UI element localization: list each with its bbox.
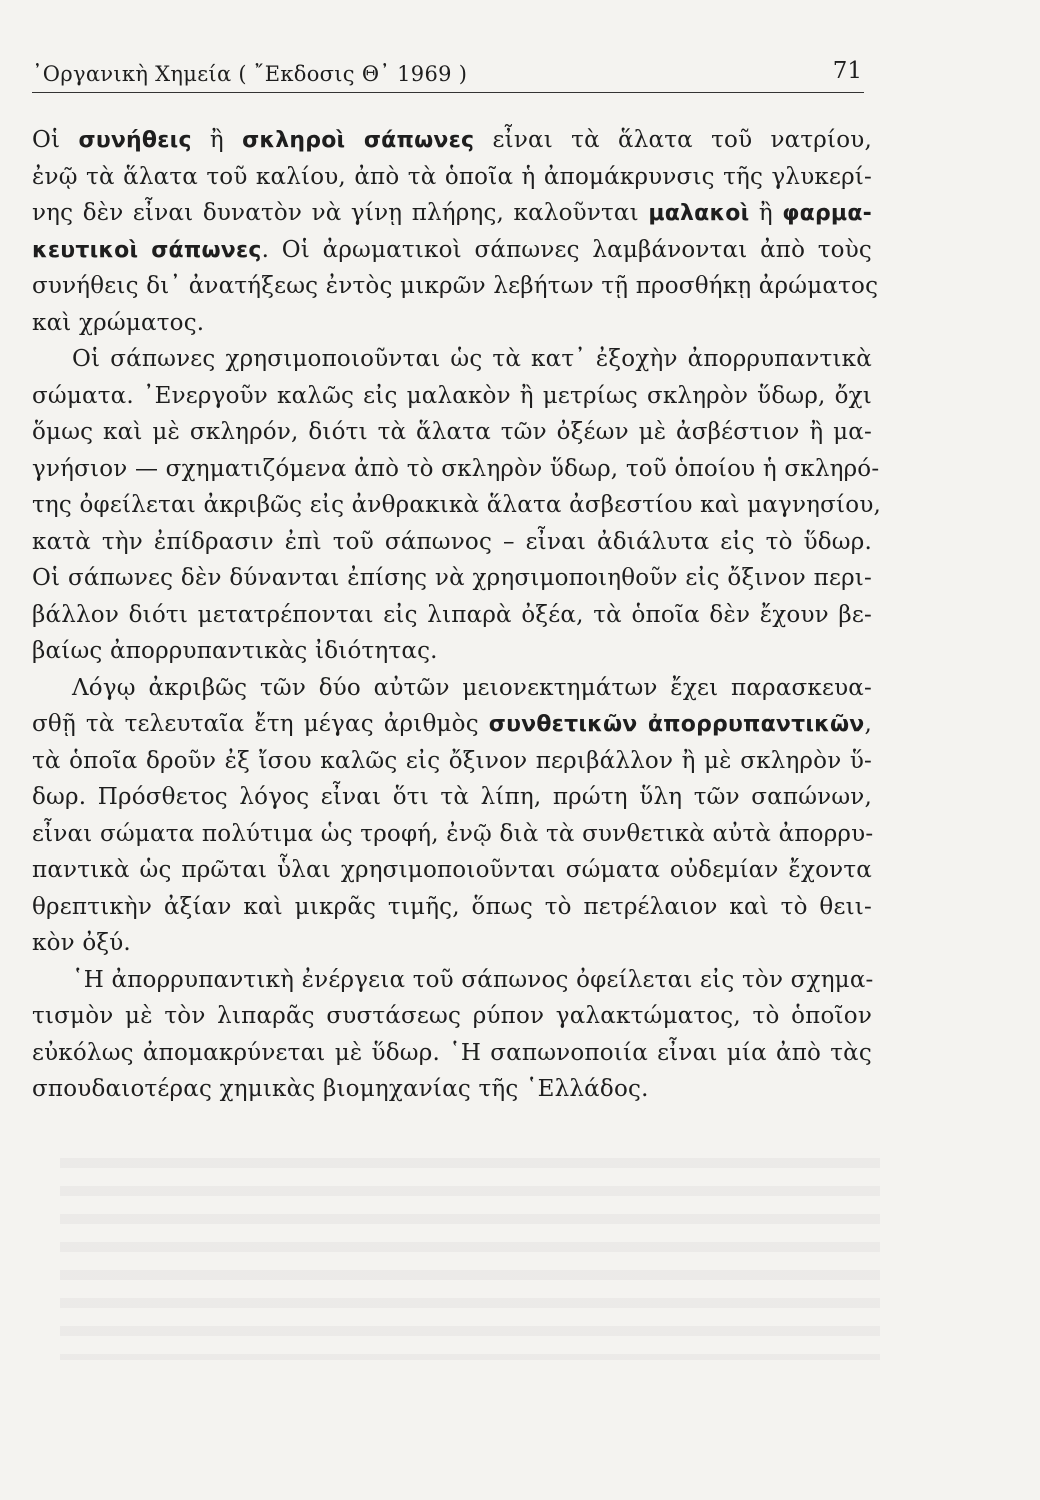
page-header (32, 58, 864, 93)
text-line (32, 232, 872, 269)
text-line (32, 1071, 872, 1108)
text-line (32, 743, 872, 780)
text-line (32, 779, 872, 816)
text-line (32, 889, 872, 926)
bold-term: φαρμα- (782, 201, 872, 226)
text-segment: ἐνῷ τὰ ἅλατα τοῦ καλίου, ἀπὸ τὰ ὁποῖα ἡ ἀπομάκρυνσις τῆς γλυκερί- (32, 163, 872, 190)
text-line (32, 378, 872, 415)
text-segment: θρεπτικὴν ἀξίαν καὶ μικρᾶς τιμῆς, ὅπως τὸ πετρέλαιον καὶ τὸ θειι- (32, 893, 872, 920)
text-segment: εἶναι σώματα πολύτιμα ὡς τροφή, ἐνῷ διὰ τὰ συνθετικὰ αὐτὰ ἀπορρυ- (32, 820, 874, 847)
page-number: 71 (832, 58, 862, 84)
text-line (32, 998, 872, 1035)
paragraph (32, 122, 879, 341)
text-line (32, 560, 872, 597)
text-line (32, 925, 872, 962)
bold-term: σκληροὶ σάπωνες (242, 128, 475, 153)
text-line (32, 816, 872, 853)
text-segment: ἢ (191, 127, 243, 153)
text-segment: βαίως ἀπορρυπαντικὰς ἰδιότητας. (32, 638, 438, 664)
text-segment: δωρ. Πρόσθετος λόγος εἶναι ὅτι τὰ λίπη, πρώτη ὕλη τῶν σαπώνων, (32, 784, 872, 810)
text-segment: Οἱ (32, 127, 79, 153)
text-segment: εἶναι τὰ ἅλατα τοῦ νατρίου, (474, 127, 872, 153)
paragraph (32, 670, 872, 962)
text-segment: συνήθεις δι᾽ ἀνατήξεως ἐντὸς μικρῶν λεβήτων τῇ προσθήκῃ ἀρώματος (32, 273, 879, 299)
text-line (32, 670, 872, 707)
text-line (32, 451, 880, 488)
text-segment: ῾Η ἀπορρυπαντικὴ ἐνέργεια τοῦ σάπωνος ὀφείλεται εἰς τὸν σχημα- (72, 966, 874, 993)
text-line (32, 633, 872, 670)
bold-term: συνήθεις (78, 128, 192, 153)
text-line (32, 122, 872, 159)
bleed-through-texture (60, 1140, 880, 1360)
text-segment: παντικὰ ὡς πρῶται ὗλαι χρησιμοποιοῦνται σώματα οὐδεμίαν ἔχοντα (32, 857, 872, 883)
text-line (32, 1035, 872, 1072)
text-segment: Λόγῳ ἀκριβῶς τῶν δύο αὐτῶν μειονεκτημάτων ἔχει παρασκευα- (72, 674, 872, 701)
bold-term: κευτικοὶ σάπωνες (32, 237, 262, 263)
text-line (32, 305, 872, 342)
text-line (32, 706, 872, 743)
text-segment: εὐκόλως ἀπομακρύνεται μὲ ὕδωρ. ῾Η σαπωνοποιία εἶναι μία ἀπὸ τὰς (32, 1039, 872, 1066)
text-segment: τὰ ὁποῖα δροῦν ἐξ ἴσου καλῶς εἰς ὄξινον περιβάλλον ἢ μὲ σκληρὸν ὕ- (32, 747, 872, 774)
text-segment: Οἱ σάπωνες χρησιμοποιοῦνται ὡς τὰ κατ᾽ ἐξοχὴν ἀπορρυπαντικὰ (72, 346, 872, 372)
text-line (32, 524, 872, 561)
text-segment: βάλλον διότι μετατρέπονται εἰς λιπαρὰ ὀξέα, τὰ ὁποῖα δὲν ἔχουν βε- (32, 601, 872, 628)
text-line (32, 852, 872, 889)
running-head: ᾽Οργανικὴ Χημεία ( ῎Εκδοσις Θ᾽ 1969 ) (32, 62, 468, 86)
text-line (32, 962, 872, 999)
paragraph (32, 341, 882, 670)
text-segment: νης δὲν εἶναι δυνατὸν νὰ γίνῃ πλήρης, καλοῦνται (32, 200, 649, 226)
text-segment: γνήσιον — σχηματιζόμενα ἀπὸ τὸ σκληρὸν ὕδωρ, τοῦ ὁποίου ἡ σκληρό- (32, 455, 880, 482)
text-segment: σθῇ τὰ τελευταῖα ἔτη μέγας ἀριθμὸς (32, 711, 489, 737)
text-segment: κατὰ τὴν ἐπίδρασιν ἐπὶ τοῦ σάπωνος – εἶναι ἀδιάλυτα εἰς τὸ ὕδωρ. (32, 528, 872, 555)
text-line (32, 597, 872, 634)
paragraph (32, 962, 872, 1108)
text-segment: σώματα. ᾽Ενεργοῦν καλῶς εἰς μαλακὸν ἢ μετρίως σκληρὸν ὕδωρ, ὄχι (32, 382, 872, 409)
text-segment: καὶ χρώματος. (32, 309, 205, 336)
text-segment: . Οἱ ἀρωματικοὶ σάπωνες λαμβάνονται ἀπὸ τοὺς (261, 236, 872, 263)
text-segment: Οἱ σάπωνες δὲν δύνανται ἐπίσης νὰ χρησιμοποιηθοῦν εἰς ὄξινον περι- (32, 565, 872, 591)
text-line (32, 414, 872, 451)
body-text (32, 122, 882, 1108)
text-line (32, 159, 872, 196)
text-segment: , (864, 711, 872, 737)
text-segment: σπουδαιοτέρας χημικὰς βιομηχανίας τῆς ῾Ελλάδος. (32, 1076, 649, 1102)
bold-term: συνθετικῶν ἀπορρυπαντικῶν (488, 712, 865, 737)
bold-term: μαλακοὶ (648, 201, 750, 226)
text-line (32, 487, 882, 524)
text-segment: της ὀφείλεται ἀκριβῶς εἰς ἀνθρακικὰ ἅλατα ἀσβεστίου καὶ μαγνησίου, (32, 492, 882, 518)
text-segment: τισμὸν μὲ τὸν λιπαρᾶς συστάσεως ρύπον γαλακτώματος, τὸ ὁποῖον (32, 1003, 872, 1029)
text-line (32, 268, 879, 305)
text-line (32, 195, 872, 232)
text-line (32, 341, 872, 378)
text-segment: ὅμως καὶ μὲ σκληρόν, διότι τὰ ἅλατα τῶν ὀξέων μὲ ἀσβέστιον ἢ μα- (32, 419, 872, 445)
text-segment: ἢ (749, 200, 783, 226)
text-segment: κὸν ὀξύ. (32, 930, 131, 956)
